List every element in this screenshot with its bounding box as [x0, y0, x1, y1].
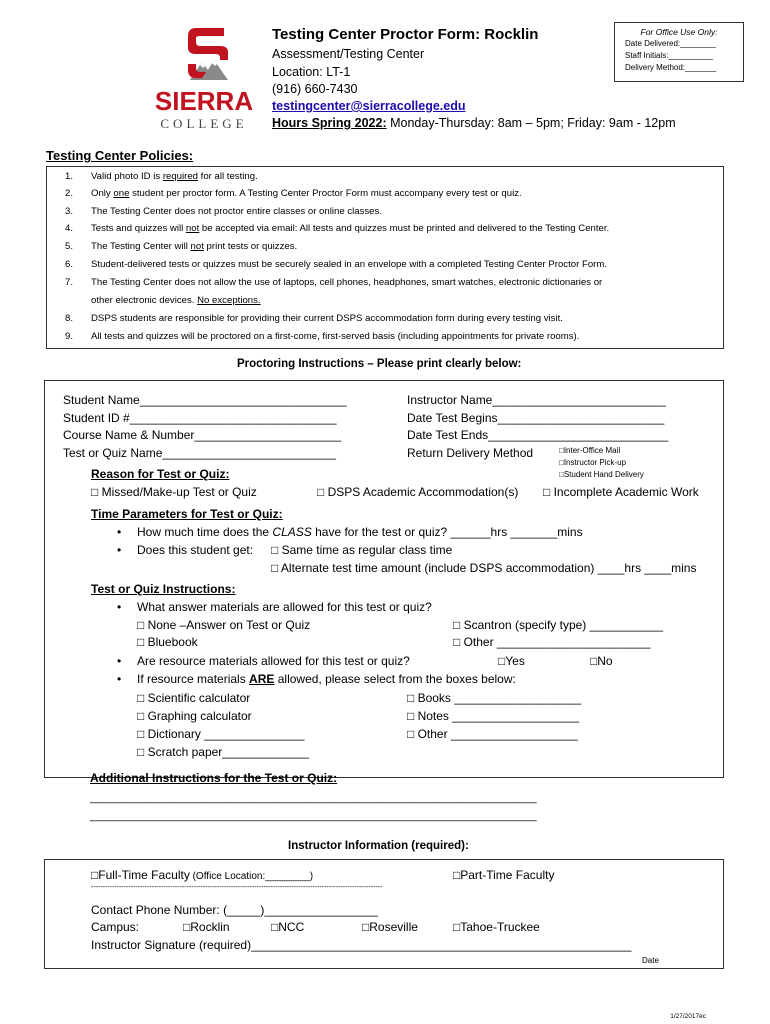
bullet-icon: • [117, 654, 122, 668]
policy-text: Valid photo ID is [91, 171, 163, 182]
additional-line-1[interactable]: _________________________________________________________________________ [90, 792, 537, 804]
header-location: Location: LT-1 [272, 65, 351, 79]
policy-text: All tests and quizzes will be proctored on a first-come, first-served basis (including appointments for private rooms). [91, 331, 580, 342]
reason-incomplete-checkbox[interactable]: □ Incomplete Academic Work [543, 485, 699, 499]
policy-text-rest: print tests or quizzes. [203, 241, 298, 252]
proctoring-box [44, 380, 724, 778]
policy-emphasis: not [190, 241, 204, 252]
return-method-label: Return Delivery Method [407, 446, 534, 460]
quiz-name-field[interactable]: Test or Quiz Name__________________________ [63, 446, 336, 460]
mat-scratch-checkbox[interactable]: □ Scratch paper_____________ [137, 745, 310, 759]
header-dept: Assessment/Testing Center [272, 47, 425, 61]
logo-sub: COLLEGE [160, 116, 248, 131]
additional-title: Additional Instructions for the Test or Quiz: [90, 771, 338, 785]
time-alt-checkbox[interactable]: □ Alternate test time amount (include DSPS accommodation) ____hrs ____mins [271, 561, 697, 575]
answer-none-checkbox[interactable]: □ None –Answer on Test or Quiz [137, 618, 311, 632]
policy-text: The Testing Center does not proctor entire classes or online classes. [91, 206, 382, 217]
logo-name: SIERRA [154, 86, 254, 116]
policy-number: 4. [65, 223, 74, 234]
policy-text-rest: for all testing. [198, 171, 258, 182]
sierra-s-mountain-icon [186, 24, 230, 84]
office-title: For Office Use Only: [640, 27, 718, 37]
policy-number: 5. [65, 241, 74, 252]
time-class-question[interactable] [137, 525, 583, 539]
mat-notes-checkbox[interactable]: □ Notes ___________________ [407, 709, 580, 723]
instructor-signature-field[interactable]: Instructor Signature (required)_________________________________________________________ [91, 938, 632, 952]
answer-scantron-checkbox[interactable]: □ Scantron (specify type) ___________ [453, 618, 664, 632]
reason-dsps-checkbox[interactable]: □ DSPS Academic Accommodation(s) [317, 485, 519, 499]
mat-dictionary-checkbox[interactable]: □ Dictionary _______________ [137, 727, 305, 741]
resource-question: Are resource materials allowed for this test or quiz? [137, 654, 410, 668]
answer-other-checkbox[interactable]: □ Other _______________________ [453, 635, 651, 649]
campus-rocklin-checkbox[interactable]: □Rocklin [183, 920, 230, 934]
mat-graphing-checkbox[interactable]: □ Graphing calculator [137, 709, 252, 723]
policy-item [65, 313, 563, 324]
campus-tahoe-checkbox[interactable]: □Tahoe-Truckee [453, 920, 540, 934]
time-title: Time Parameters for Test or Quiz: [91, 507, 283, 521]
policy-number: 6. [65, 259, 74, 270]
time-same-checkbox[interactable]: □ Same time as regular class time [271, 543, 453, 557]
reason-makeup-checkbox[interactable]: □ Missed/Make-up Test or Quiz [91, 485, 257, 499]
resource-select-question [137, 672, 516, 686]
proctoring-title: Proctoring Instructions – Please print clearly below: [237, 358, 522, 370]
policy-text: other electronic devices. [91, 295, 198, 306]
office-delivery-method[interactable]: Delivery Method:_______ [625, 63, 717, 72]
header-email-link[interactable]: testingcenter@sierracollege.edu [272, 99, 466, 113]
header-phone: (916) 660-7430 [272, 82, 358, 96]
select-q-a: If resource materials [137, 672, 250, 686]
course-field[interactable]: Course Name & Number______________________ [63, 428, 342, 442]
policy-item [65, 188, 522, 199]
policy-text: Only [91, 188, 114, 199]
policy-number: 2. [65, 188, 74, 199]
select-q-c: allowed, please select from the boxes below: [274, 672, 516, 686]
mat-scientific-checkbox[interactable]: □ Scientific calculator [137, 691, 251, 705]
time-q1-a: How much time does the [137, 525, 273, 539]
resource-no-checkbox[interactable]: □No [590, 654, 613, 668]
additional-line-2[interactable]: _________________________________________________________________________ [90, 810, 537, 822]
bullet-icon: • [117, 672, 122, 686]
policy-number: 8. [65, 313, 74, 324]
contact-phone-field[interactable]: Contact Phone Number: (_____)_________________ [91, 903, 378, 917]
header-hours [272, 116, 676, 130]
return-pickup-checkbox[interactable]: □Instructor Pick-up [559, 458, 627, 467]
reason-title: Reason for Test or Quiz: [91, 467, 230, 481]
office-use-box [614, 22, 744, 82]
instructor-info-box [44, 859, 724, 969]
separator-dashes: ----------------------------------------------------------------------------------------------------------------------------- [91, 884, 383, 891]
policy-item [65, 223, 609, 234]
bullet-icon: • [117, 543, 122, 557]
policy-item [65, 241, 297, 252]
instructions-title: Test or Quiz Instructions: [91, 582, 236, 596]
signature-date-label: Date [642, 956, 659, 965]
campus-ncc-checkbox[interactable]: □NCC [271, 920, 305, 934]
student-id-field[interactable]: Student ID #_______________________________ [63, 411, 337, 425]
policy-item [65, 206, 382, 217]
time-q1-b: have for the test or quiz? ______hrs _______mins [311, 525, 583, 539]
policy-text: The Testing Center will [91, 241, 191, 252]
policy-number: 9. [65, 331, 74, 342]
answer-bluebook-checkbox[interactable]: □ Bluebook [137, 635, 198, 649]
select-q-are: ARE [249, 672, 275, 686]
policy-emphasis: not [185, 223, 200, 234]
time-student-question: Does this student get: [137, 543, 254, 557]
policy-text: The Testing Center does not allow the use of laptops, cell phones, headphones, smart watches, electronic dictionaries or [91, 277, 603, 288]
footer-code: 1/27/2017ec [670, 1013, 706, 1020]
policy-text-rest: student per proctor form. A Testing Center Proctor Form must accompany every test or quiz. [129, 188, 522, 199]
fulltime-checkbox[interactable] [91, 868, 313, 882]
sierra-college-logo [152, 24, 256, 136]
policy-text-rest: be accepted via email: All tests and quizzes must be printed and delivered to the Testing Center. [199, 223, 610, 234]
policies-title: Testing Center Policies: [46, 148, 194, 163]
office-staff-initials[interactable]: Staff Initials:__________ [625, 51, 713, 60]
policy-emphasis: No exceptions. [197, 295, 261, 306]
policy-number: 3. [65, 206, 74, 217]
return-hand-checkbox[interactable]: □Student Hand Delivery [559, 470, 644, 479]
instructor-name-field[interactable]: Instructor Name__________________________ [407, 393, 666, 407]
policy-emphasis: one [113, 188, 130, 199]
office-date-delivered[interactable]: Date Delivered:________ [625, 39, 716, 48]
date-begins-field[interactable]: Date Test Begins_________________________ [407, 411, 665, 425]
campus-label: Campus: [91, 920, 140, 934]
fulltime-label: □Full-Time Faculty [91, 868, 190, 882]
policy-text: Student-delivered tests or quizzes must be securely sealed in an envelope with a completed Testing Center Proctor Form. [91, 259, 608, 270]
policy-item [65, 331, 579, 342]
policy-number: 1. [65, 171, 74, 182]
campus-roseville-checkbox[interactable]: □Roseville [362, 920, 418, 934]
answer-materials-question: What answer materials are allowed for this test or quiz? [137, 600, 432, 614]
hours-value: Monday-Thursday: 8am – 5pm; Friday: 9am - 12pm [386, 116, 676, 130]
bullet-icon: • [117, 525, 122, 539]
office-location-field: (Office Location:________) [189, 871, 314, 882]
mat-other-checkbox[interactable]: □ Other ___________________ [407, 727, 578, 741]
form-title: Testing Center Proctor Form: Rocklin [272, 26, 539, 43]
policy-item [65, 259, 607, 270]
bullet-icon: • [117, 600, 122, 614]
date-ends-field[interactable]: Date Test Ends___________________________ [407, 428, 669, 442]
policy-number: 7. [65, 277, 74, 288]
student-name-field[interactable]: Student Name_______________________________ [63, 393, 347, 407]
time-q1-class: CLASS [272, 525, 312, 539]
parttime-checkbox[interactable]: □Part-Time Faculty [453, 868, 555, 882]
mat-books-checkbox[interactable]: □ Books ___________________ [407, 691, 582, 705]
return-interoffice-checkbox[interactable]: □Inter-Office Mail [559, 446, 621, 455]
instructor-info-title: Instructor Information (required): [288, 840, 469, 852]
policy-text: Tests and quizzes will [91, 223, 186, 234]
resource-yes-checkbox[interactable]: □Yes [498, 654, 525, 668]
hours-label: Hours Spring 2022: [272, 116, 387, 130]
policies-box [46, 166, 724, 349]
policy-item [65, 171, 258, 182]
policy-text: DSPS students are responsible for providing their current DSPS accommodation form during every testing visit. [91, 313, 563, 324]
policy-item [65, 277, 602, 288]
policy-item [65, 295, 261, 306]
policy-emphasis: required [162, 171, 199, 182]
